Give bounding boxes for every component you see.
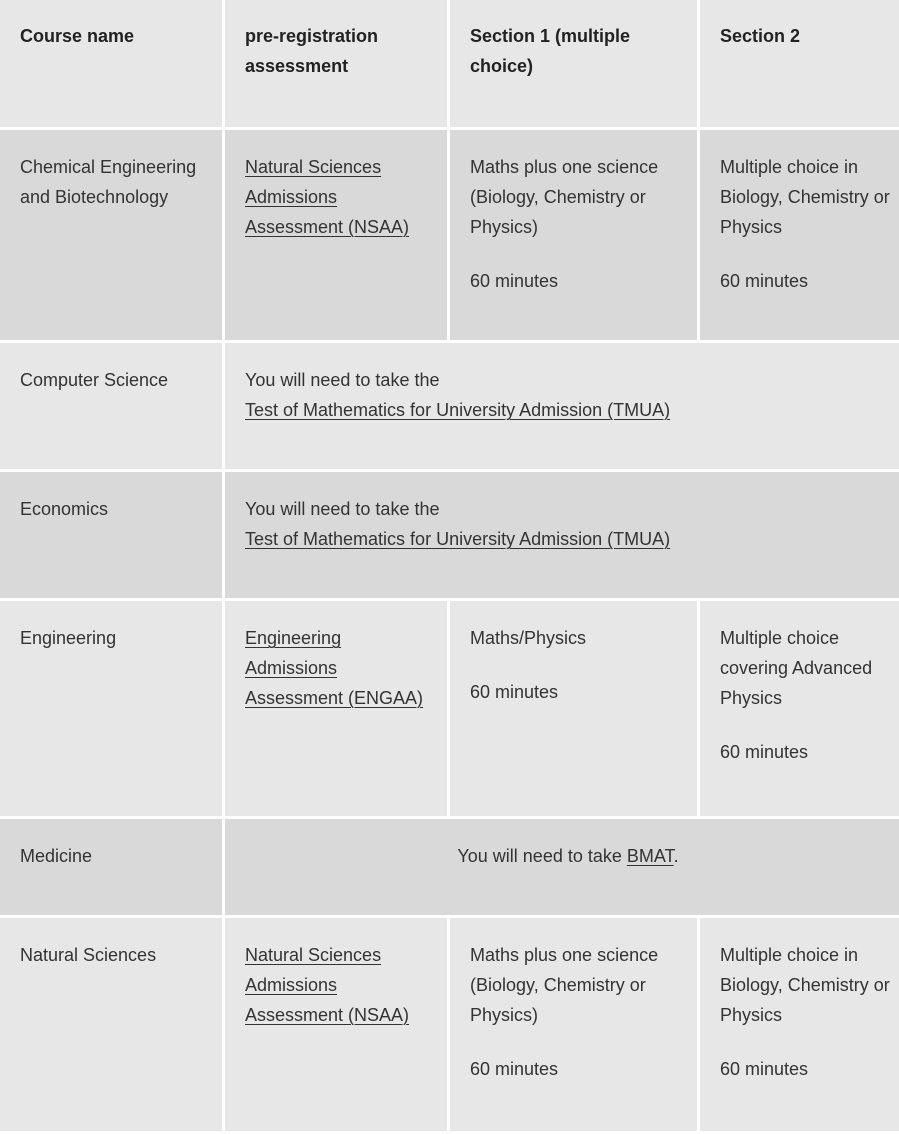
bmat-link[interactable]: BMAT xyxy=(626,846,674,866)
course-name-cell: Computer Science xyxy=(0,343,222,469)
note-text: You will need to take xyxy=(457,846,622,866)
assessment-cell xyxy=(225,601,447,816)
section-2-description: Multiple choice in Biology, Chemistry or Physics xyxy=(720,945,890,1025)
nsaa-link[interactable]: Natural Sciences Admissions Assessment (NSAA) xyxy=(245,157,410,237)
section-1-cell xyxy=(450,601,697,816)
table-row xyxy=(0,918,899,1131)
course-name-cell: Medicine xyxy=(0,819,222,915)
section-2-cell xyxy=(700,130,899,340)
table-row xyxy=(0,819,899,915)
note-text: You will need to take the xyxy=(245,499,440,519)
section-2-duration: 60 minutes xyxy=(720,1059,809,1079)
note-text: You will need to take the xyxy=(245,370,440,390)
section-2-description: Multiple choice in Biology, Chemistry or Physics xyxy=(720,157,890,237)
note-cell xyxy=(225,819,899,915)
section-1-duration: 60 minutes xyxy=(470,682,559,702)
table-row xyxy=(0,343,899,469)
course-name-cell: Chemical Engineering and Biotechnology xyxy=(0,130,222,340)
table-row xyxy=(0,601,899,816)
section-2-duration: 60 minutes xyxy=(720,742,809,762)
section-2-duration: 60 minutes xyxy=(720,271,809,291)
header-assessment: pre-registration assessment xyxy=(225,0,447,127)
section-1-cell xyxy=(450,918,697,1131)
note-suffix: . xyxy=(673,846,679,866)
header-section-1: Section 1 (multiple choice) xyxy=(450,0,697,127)
note-cell xyxy=(225,343,899,469)
table-row xyxy=(0,130,899,340)
section-1-description: Maths/Physics xyxy=(470,628,587,648)
section-2-cell xyxy=(700,918,899,1131)
course-name-cell: Engineering xyxy=(0,601,222,816)
section-2-cell xyxy=(700,601,899,816)
tmua-link[interactable]: Test of Mathematics for University Admission (TMUA) xyxy=(245,400,671,420)
nsaa-link[interactable]: Natural Sciences Admissions Assessment (NSAA) xyxy=(245,945,410,1025)
section-1-duration: 60 minutes xyxy=(470,271,559,291)
header-section-2: Section 2 xyxy=(700,0,899,127)
course-name-cell: Natural Sciences xyxy=(0,918,222,1131)
section-1-duration: 60 minutes xyxy=(470,1059,559,1079)
note-cell xyxy=(225,472,899,598)
tmua-link[interactable]: Test of Mathematics for University Admission (TMUA) xyxy=(245,529,671,549)
table-header-row xyxy=(0,0,899,127)
engaa-link[interactable]: Engineering Admissions Assessment (ENGAA) xyxy=(245,628,424,708)
table-row xyxy=(0,472,899,598)
section-1-cell xyxy=(450,130,697,340)
assessment-cell xyxy=(225,130,447,340)
section-1-description: Maths plus one science (Biology, Chemistry or Physics) xyxy=(470,157,659,237)
header-course-name: Course name xyxy=(0,0,222,127)
assessment-cell xyxy=(225,918,447,1131)
section-2-description: Multiple choice covering Advanced Physics xyxy=(720,628,873,708)
course-name-cell: Economics xyxy=(0,472,222,598)
section-1-description: Maths plus one science (Biology, Chemistry or Physics) xyxy=(470,945,659,1025)
